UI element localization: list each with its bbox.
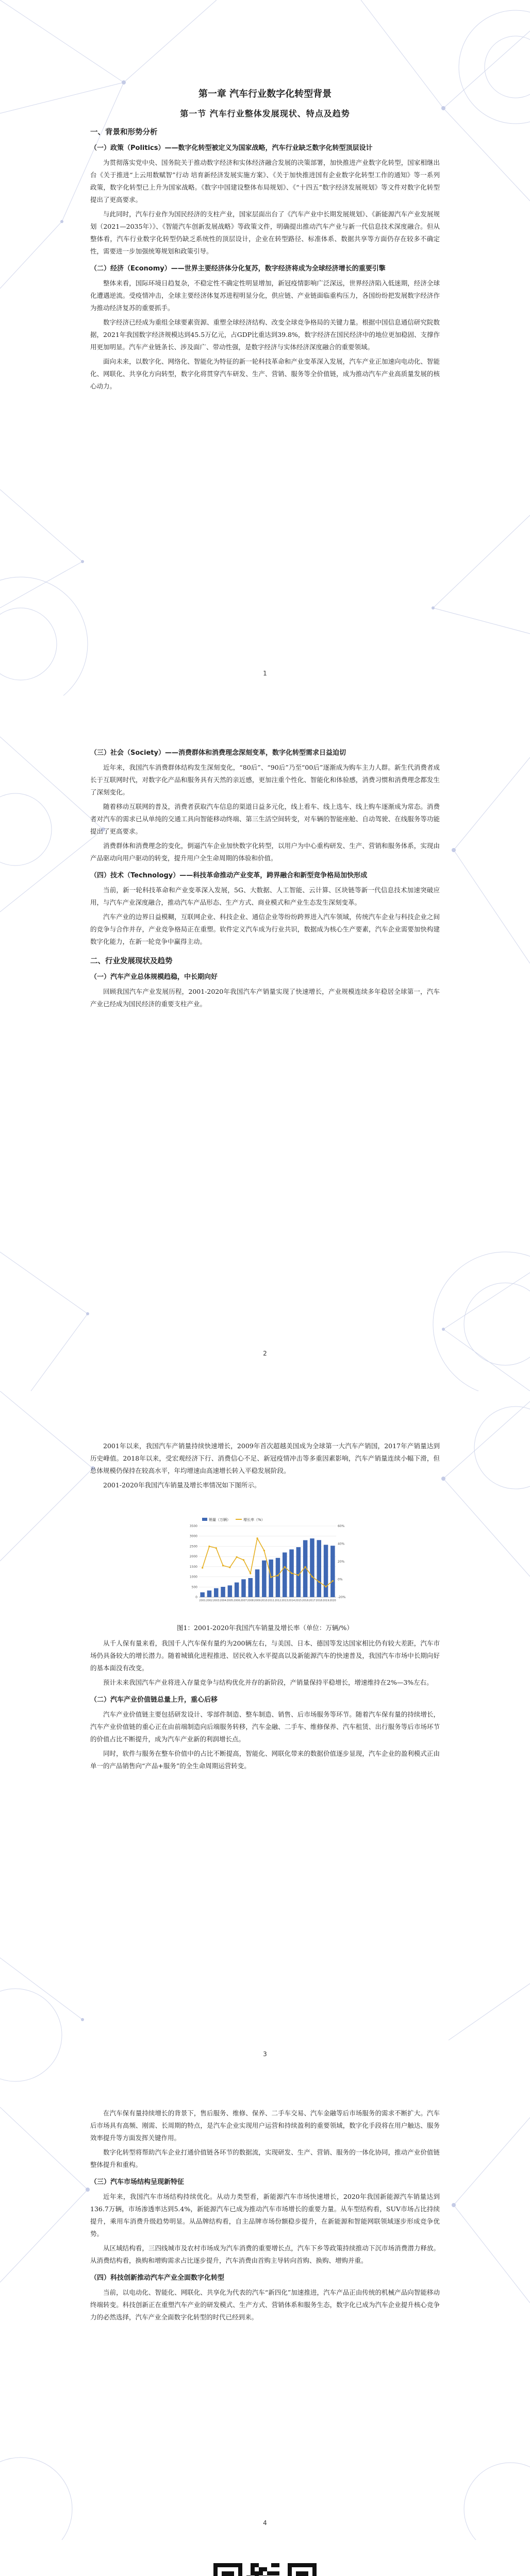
y-tick-left: 3500 xyxy=(189,1524,197,1528)
page-number: 4 xyxy=(263,2519,267,2527)
paragraph: 当前，以电动化、智能化、网联化、共享化为代表的汽车“新四化”加速推进，汽车产品正由传统的机械产品向智能移动终端转变。科技创新正在重塑汽车产业的研发模式、生产方式、营销体系和服务生态，数字化已成为汽车企业提升核心竞争力的必然选择，汽车产业全面数字化转型的时代已经到来。 xyxy=(90,2289,440,2321)
growth-point-2019 xyxy=(325,1586,326,1587)
bar-2018 xyxy=(317,1540,321,1597)
qr-module xyxy=(275,2571,279,2575)
chart-x-ticks xyxy=(199,1599,336,1602)
section-title: 第一节 汽车行业整体发展现状、特点及趋势 xyxy=(180,109,350,118)
bar-2007 xyxy=(241,1579,246,1597)
paragraph: 与此同时，汽车行业作为国民经济的支柱产业，国家层面出台了《汽车产业中长期发展规划》、《新能源汽车产业发展规划（2021—2035年）》、《智能汽车创新发展战略》等政策文件，明确提出推动汽车产业与新一代信息技术深度融合。但从整体看，汽车行业数字化转型仍缺乏系统性的顶层设计，企业在转型路径、标准体系、数据共享等方面仍存在较多不确定性，需要进一步加强统筹规划和政策引导。 xyxy=(90,210,440,255)
qr-module xyxy=(300,2571,304,2575)
x-tick-label: 2005 xyxy=(226,1599,234,1602)
paragraph: 2001年以来，我国汽车产销量持续快速增长，2009年首次超越美国成为全球第一大汽车产销国，2017年产销量达到历史峰值。2018年以来，受宏观经济下行、消费信心不足、新冠疫情冲击等多重因素影响，汽车产销量连续小幅下滑，但总体规模仍保持在较高水平，年均增速由高速增长转入平稳发展阶段。 xyxy=(90,1442,440,1475)
y-tick-right: 20% xyxy=(338,1560,345,1564)
x-tick-label: 2012 xyxy=(274,1599,281,1602)
growth-point-2014 xyxy=(291,1572,292,1574)
qr-module xyxy=(255,2571,259,2575)
x-tick-label: 2015 xyxy=(295,1599,302,1602)
figure-caption: 图1：2001-2020年我国汽车销量及增长率（单位：万辆/%） xyxy=(177,1624,353,1632)
qr-module xyxy=(304,2563,308,2567)
paragraph: 同时，软件与服务在整车价值中的占比不断提高，智能化、网联化带来的数据价值逐步显现，汽车企业的盈利模式正由单一的产品销售向“产品+服务”的全生命周期运营转变。 xyxy=(90,1750,440,1770)
page-2 xyxy=(0,696,530,1391)
page-number: 2 xyxy=(263,1350,267,1357)
page-1-content xyxy=(90,87,440,395)
heading-politics: （一）政策（Politics）——数字化转型被定义为国家战略，汽车行业缺乏数字化转型顶层设计 xyxy=(90,144,373,152)
qr-module xyxy=(312,2571,317,2575)
paragraph: 回顾我国汽车产业发展历程，2001-2020年我国汽车产销量实现了快速增长，产业规模连续多年稳居全球第一，汽车产业已经成为国民经济的重要支柱产业。 xyxy=(90,988,440,1008)
x-tick-label: 2003 xyxy=(212,1599,220,1602)
bar-2012 xyxy=(276,1558,280,1597)
growth-point-2018 xyxy=(318,1581,320,1583)
qr-module xyxy=(213,2571,218,2575)
paragraph: 当前，新一轮科技革命和产业变革深入发展，5G、大数据、人工智能、云计算、区块链等新一代信息技术加速突破应用，与汽车产业深度融合，推动汽车产品形态、生产方式、商业模式和产业生态发生深刻变革。 xyxy=(90,886,440,906)
x-tick-label: 2006 xyxy=(233,1599,240,1602)
bar-2008 xyxy=(248,1578,253,1597)
paragraph: 预计未来我国汽车产业将进入存量竞争与结构优化并存的新阶段，产销量保持平稳增长，增速维持在2%—3%左右。 xyxy=(103,1679,433,1686)
qr-module xyxy=(259,2567,263,2571)
heading-industry-status: 二、行业发展现状及趋势 xyxy=(90,957,173,965)
page-2-content xyxy=(90,742,440,1012)
growth-point-2005 xyxy=(229,1567,230,1568)
bar-2009 xyxy=(255,1569,260,1597)
heading-value-chain: （二）汽车产业价值链总量上升，重心后移 xyxy=(90,1696,218,1704)
x-tick-label: 2011 xyxy=(268,1599,275,1602)
qr-module xyxy=(218,2563,222,2567)
paragraph: 汽车产业的边界日益模糊，互联网企业、科技企业、通信企业等纷纷跨界进入汽车领域，传统汽车企业与科技企业之间的竞争与合作并存，产业竞争格局正在重塑。软件定义汽车成为行业共识，数据成为核心生产要素，汽车企业需要加快构建数字化能力，在新一轮竞争中赢得主动。 xyxy=(90,913,440,945)
qr-module xyxy=(230,2563,234,2567)
qr-module xyxy=(267,2571,271,2575)
y-tick-right: 0% xyxy=(338,1578,343,1582)
page-3-content-top xyxy=(90,1440,440,1494)
qr-module xyxy=(288,2563,292,2567)
x-tick-label: 2004 xyxy=(220,1599,226,1602)
paragraph: 从区域结构看，三四线城市及农村市场成为汽车消费的重要增长点，汽车下乡等政策持续推动下沉市场消费潜力释放。从消费结构看，换购和增购需求占比逐步提升，汽车消费由首购主导转向首购、换购、增购并重。 xyxy=(90,2244,440,2264)
growth-point-2015 xyxy=(297,1574,299,1576)
y-tick-left: 1500 xyxy=(189,1565,197,1569)
x-tick-label: 2016 xyxy=(302,1599,309,1602)
bar-2013 xyxy=(283,1552,287,1597)
page-3 xyxy=(0,1391,530,2087)
qr-module xyxy=(263,2567,267,2571)
growth-point-2006 xyxy=(236,1556,238,1558)
growth-point-2002 xyxy=(208,1546,210,1547)
qr-module xyxy=(312,2563,317,2567)
page-1 xyxy=(0,0,530,696)
qr-module xyxy=(234,2563,238,2567)
bar-2002 xyxy=(207,1590,212,1597)
y-tick-left: 500 xyxy=(191,1585,197,1589)
qr-module xyxy=(226,2563,230,2567)
bar-2006 xyxy=(235,1583,239,1597)
growth-point-2017 xyxy=(311,1576,313,1578)
qr-module xyxy=(230,2571,234,2575)
growth-point-2016 xyxy=(305,1566,306,1568)
y-tick-left: 2500 xyxy=(189,1545,197,1549)
qr-module xyxy=(271,2571,275,2575)
heading-technology: （四）技术（Technology）——科技革命推动产业变革，跨界融合和新型竞争格局加快形成 xyxy=(90,872,368,879)
page-number: 3 xyxy=(263,2050,267,2058)
growth-point-2011 xyxy=(270,1577,272,1578)
legend-swatch-sales xyxy=(202,1518,207,1521)
heading-background: 一、背景和形势分析 xyxy=(90,128,158,137)
sales-growth-chart xyxy=(181,1515,350,1614)
growth-point-2009 xyxy=(256,1537,258,1539)
qr-module xyxy=(213,2567,218,2571)
qr-module xyxy=(222,2563,226,2567)
growth-point-2020 xyxy=(332,1580,334,1582)
growth-point-2001 xyxy=(202,1567,203,1568)
chapter-title: 第一章 汽车行业数字化转型背景 xyxy=(198,89,332,99)
y-tick-right: 60% xyxy=(338,1524,345,1528)
page-4 xyxy=(0,2087,530,2540)
paragraph: 在汽车保有量持续增长的背景下，售后服务、维修、保养、二手车交易、汽车金融等后市场服务的需求不断扩大。汽车后市场具有高频、刚需、长周期的特点，是汽车企业实现用户运营和持续盈利的重要领域，数字化手段将在用户触达、服务效率提升等方面发挥关键作用。 xyxy=(90,2109,440,2142)
qr-module xyxy=(251,2563,255,2567)
paragraph: 数字化转型将帮助汽车企业打通价值链各环节的数据流，实现研发、生产、营销、服务的一体化协同，推动产业价值链整体提升和重构。 xyxy=(90,2148,440,2168)
growth-point-2004 xyxy=(222,1565,224,1566)
paragraph: 为贯彻落实党中央、国务院关于推动数字经济和实体经济融合发展的决策部署，加快推进产业数字化转型，国家相继出台《关于推进“上云用数赋智”行动 培育新经济发展实施方案》、《关于加快推进国有企业数字化转型工作的通知》等一系列政策，数字化转型已上升为国家战略。《数字中国建设整体布局规划》、《“十四五”数字经济发展规划》等文件对数字化转型提出了更高要求。 xyxy=(90,159,440,204)
qr-module xyxy=(238,2571,242,2575)
heading-tech-innovation: （四）科技创新推动汽车产业全面数字化转型 xyxy=(90,2274,225,2282)
bar-2003 xyxy=(214,1588,219,1597)
x-tick-label: 2019 xyxy=(322,1599,329,1602)
bar-2015 xyxy=(296,1547,301,1597)
qr-module xyxy=(312,2567,317,2571)
y-tick-right: -20% xyxy=(338,1596,346,1599)
y-tick-right: 40% xyxy=(338,1542,345,1546)
qr-module xyxy=(304,2571,308,2575)
page-number: 1 xyxy=(263,670,267,677)
y-tick-left: 0 xyxy=(195,1596,197,1599)
x-tick-label: 2017 xyxy=(309,1599,316,1602)
growth-point-2007 xyxy=(243,1559,244,1561)
paragraph: 从千人保有量来看，我国千人汽车保有量约为200辆左右，与美国、日本、德国等发达国家相比仍有较大差距，汽车市场仍具备较大的增长潜力。随着城镇化进程推进、居民收入水平提高以及新能源汽车的快速普及，我国汽车市场中长期向好的基本面没有改变。 xyxy=(90,1639,440,1672)
paragraph: 随着移动互联网的普及，消费者获取汽车信息的渠道日益多元化，线上看车、线上选车、线上购车逐渐成为常态。消费者对汽车的需求已从单纯的交通工具向智能移动终端、第三生活空间转变，对车辆的智能座舱、自动驾驶、在线服务等功能提出了更高要求。 xyxy=(90,803,440,835)
legend-label-sales: 销量（万辆） xyxy=(209,1518,230,1522)
growth-point-2013 xyxy=(284,1566,286,1568)
x-tick-label: 2008 xyxy=(247,1599,254,1602)
growth-point-2010 xyxy=(263,1550,265,1551)
heading-scale: （一）汽车产业总体规模趋稳，中长期向好 xyxy=(90,973,218,981)
qr-module xyxy=(275,2563,279,2567)
qr-module xyxy=(296,2571,300,2575)
bar-2010 xyxy=(262,1561,267,1597)
paragraph: 近年来，我国汽车消费群体结构发生深刻变化，“80后”、“90后”乃至“00后”逐渐成为购车主力人群。新生代消费者成长于互联网时代，对数字化产品和服务具有天然的亲近感，更加注重个性化、智能化和体验感，消费习惯和消费理念都发生了深刻变化。 xyxy=(90,764,440,796)
bar-2017 xyxy=(310,1538,314,1597)
qr-module xyxy=(308,2563,312,2567)
qr-module xyxy=(296,2563,300,2567)
x-tick-label: 2007 xyxy=(240,1599,247,1602)
heading-market-structure: （三）汽车市场结构呈现新特征 xyxy=(90,2178,185,2186)
bar-2001 xyxy=(200,1592,205,1597)
y-tick-left: 2000 xyxy=(189,1555,197,1559)
bar-2004 xyxy=(221,1587,225,1597)
x-tick-label: 2002 xyxy=(206,1599,213,1602)
qr-module xyxy=(222,2571,226,2575)
x-tick-label: 2001 xyxy=(199,1599,206,1602)
paragraph: 数字经济已经成为重组全球要素资源、重塑全球经济结构、改变全球竞争格局的关键力量。根据中国信息通信研究院数据，2021年我国数字经济规模达到45.5万亿元，占GDP比重达到39.8%，数字经济在国民经济中的地位更加稳固、支撑作用更加明显。汽车产业链条长、涉及面广、带动性强，是数字经济与实体经济深度融合的重要领域。 xyxy=(90,318,440,351)
paragraph: 近年来，我国汽车市场结构持续优化。从动力类型看，新能源汽车市场快速增长，2020年我国新能源汽车销量达到136.7万辆，市场渗透率达到5.4%，新能源汽车已成为推动汽车市场增长的重要力量。从车型结构看，SUV市场占比持续提升，乘用车消费升级趋势明显。从品牌结构看，自主品牌市场份额稳步提升，在新能源和智能网联领域逐步形成竞争优势。 xyxy=(90,2193,440,2238)
x-tick-label: 2018 xyxy=(316,1599,323,1602)
bar-2019 xyxy=(324,1545,328,1597)
qr-module xyxy=(255,2563,259,2567)
qr-module xyxy=(213,2563,218,2567)
x-tick-label: 2014 xyxy=(288,1599,295,1602)
qr-module xyxy=(251,2571,255,2575)
qr-module xyxy=(238,2567,242,2571)
bar-2011 xyxy=(269,1560,273,1597)
x-tick-label: 2010 xyxy=(260,1599,268,1602)
heading-society: （三）社会（Society）——消费群体和消费理念深刻变革，数字化转型需求日益迫切 xyxy=(90,749,346,757)
x-tick-label: 2013 xyxy=(281,1599,288,1602)
qr-module xyxy=(238,2563,242,2567)
paragraph: 整体来看，国际环境日趋复杂，不稳定性不确定性明显增加，新冠疫情影响广泛深远，世界经济陷入低迷期，经济全球化遭遇逆流。受疫情冲击，全球主要经济体复苏进程明显分化，供应链、产业链面临重构压力，各国纷纷把发展数字经济作为推动经济复苏的重要抓手。 xyxy=(90,279,440,312)
qr-module xyxy=(292,2563,296,2567)
page-4-content xyxy=(90,2107,440,2326)
legend-label-growth: 增长率（%） xyxy=(243,1518,265,1522)
qr-module xyxy=(288,2571,292,2575)
paragraph: 面向未来，以数字化、网络化、智能化为特征的新一轮科技革命和产业变革深入发展，汽车产业正加速向电动化、智能化、网联化、共享化方向转型，数字化将贯穿汽车研发、生产、营销、服务等全价值链，成为推动汽车产业高质量发展的核心动力。 xyxy=(90,358,440,390)
qr-module xyxy=(251,2567,255,2571)
paragraph: 2001-2020年我国汽车销量及增长率情况如下图所示。 xyxy=(103,1481,261,1489)
qr-module xyxy=(288,2567,292,2571)
y-tick-left: 1000 xyxy=(189,1575,197,1579)
qr-module xyxy=(300,2563,304,2567)
growth-point-2012 xyxy=(277,1574,278,1576)
qr-module xyxy=(226,2571,230,2575)
bar-2020 xyxy=(330,1546,335,1597)
qr-module xyxy=(271,2563,275,2567)
bar-2005 xyxy=(228,1585,233,1597)
x-tick-label: 2020 xyxy=(329,1599,336,1602)
qr-module xyxy=(259,2571,263,2575)
growth-point-2003 xyxy=(216,1547,217,1549)
page-3-content-bottom xyxy=(90,1623,440,1774)
growth-point-2008 xyxy=(250,1572,251,1574)
paragraph: 汽车产业价值链主要包括研发设计、零部件制造、整车制造、销售、后市场服务等环节。随着汽车保有量的持续增长，汽车产业价值链的重心正在由前端制造向后端服务转移，汽车金融、二手车、维修保养、汽车租赁、出行服务等后市场环节的价值占比不断提升，成为汽车产业新的利润增长点。 xyxy=(90,1710,440,1743)
wechat-qr-code[interactable] xyxy=(213,2563,317,2576)
y-tick-left: 3000 xyxy=(189,1534,197,1538)
paragraph: 消费群体和消费理念的变化，倒逼汽车企业加快数字化转型，以用户为中心重构研发、生产、营销和服务体系，实现由产品驱动向用户驱动的转变，提升用户全生命周期的体验和价值。 xyxy=(90,842,440,862)
x-tick-label: 2009 xyxy=(254,1599,261,1602)
heading-economy: （二）经济（Economy）——世界主要经济体分化复苏，数字经济将成为全球经济增长的重要引擎 xyxy=(90,265,386,273)
